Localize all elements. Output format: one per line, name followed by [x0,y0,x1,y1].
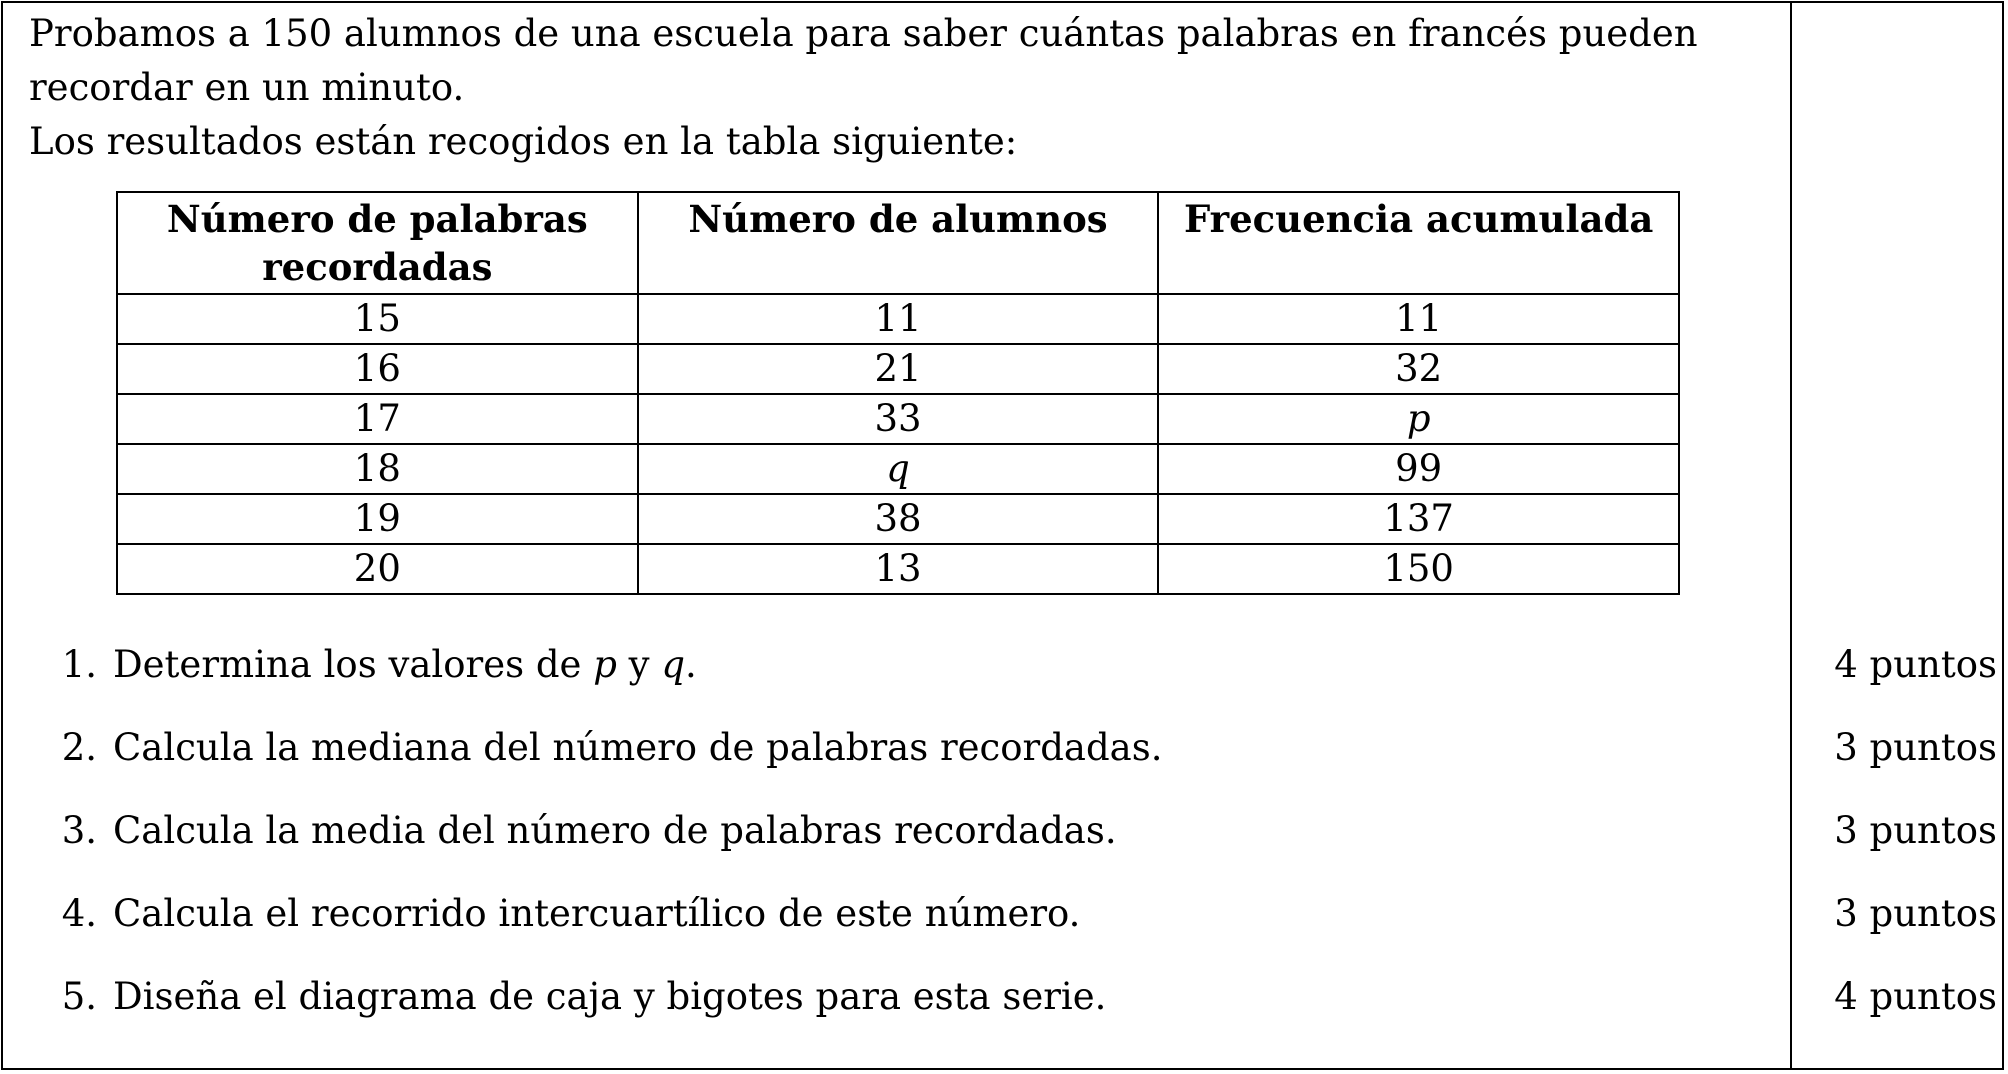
question-number: 2. [61,726,97,769]
table-row [117,444,1679,494]
table-row [117,494,1679,544]
question-points: 3 puntos [1834,892,1997,935]
question-text-part: Determina los valores de [113,643,594,686]
table-cell: 137 [1158,494,1679,544]
question-text: Diseña el diagrama de caja y bigotes para esta serie. [113,975,1107,1018]
header-students: Número de alumnos [638,192,1159,294]
question-item [3,635,2006,718]
question-points: 3 puntos [1834,726,1997,769]
question-points: 3 puntos [1834,809,1997,852]
question-item [3,801,2006,884]
table-header-row [117,192,1679,294]
table-cell-variable-q: q [638,444,1159,494]
question-item [3,718,2006,801]
table-cell: 11 [1158,294,1679,344]
table-row [117,544,1679,594]
table-cell: 16 [117,344,638,394]
table-cell: 32 [1158,344,1679,394]
table-row [117,344,1679,394]
question-number: 4. [61,892,97,935]
header-cumulative: Frecuencia acumulada [1158,192,1679,294]
table-cell: 15 [117,294,638,344]
question-points: 4 puntos [1834,643,1997,686]
table-cell-variable-p: p [1158,394,1679,444]
question-number: 1. [61,643,97,686]
question-text: Calcula la mediana del número de palabras recordadas. [113,726,1163,769]
variable-p: p [593,643,617,686]
table-cell: 99 [1158,444,1679,494]
question-text: Calcula la media del número de palabras recordadas. [113,809,1117,852]
table-cell: 21 [638,344,1159,394]
question-text-part: . [685,643,697,686]
table-row [117,394,1679,444]
question-list [3,635,2006,1050]
table-cell: 17 [117,394,638,444]
intro-line-1: Probamos a 150 alumnos de una escuela para saber cuántas palabras en francés pueden recordar en un minuto. [29,12,1698,109]
table-row [117,294,1679,344]
table-cell: 33 [638,394,1159,444]
question-number: 5. [61,975,97,1018]
question-text: Calcula el recorrido intercuartílico de este número. [113,892,1081,935]
header-words: Número de palabras recordadas [117,192,638,294]
table-cell: 18 [117,444,638,494]
question-points: 4 puntos [1834,975,1997,1018]
question-item [3,884,2006,967]
table-cell: 11 [638,294,1159,344]
table-cell: 38 [638,494,1159,544]
frequency-table [116,191,1680,595]
table-cell: 150 [1158,544,1679,594]
table-cell: 19 [117,494,638,544]
table-cell: 13 [638,544,1159,594]
question-item [3,967,2006,1050]
question-text-part: y [616,643,662,686]
exercise-frame [1,1,2004,1070]
question-text [113,635,697,695]
intro-text [29,7,1779,169]
variable-q: q [661,643,685,686]
question-number: 3. [61,809,97,852]
table-cell: 20 [117,544,638,594]
intro-line-2: Los resultados están recogidos en la tabla siguiente: [29,120,1018,163]
